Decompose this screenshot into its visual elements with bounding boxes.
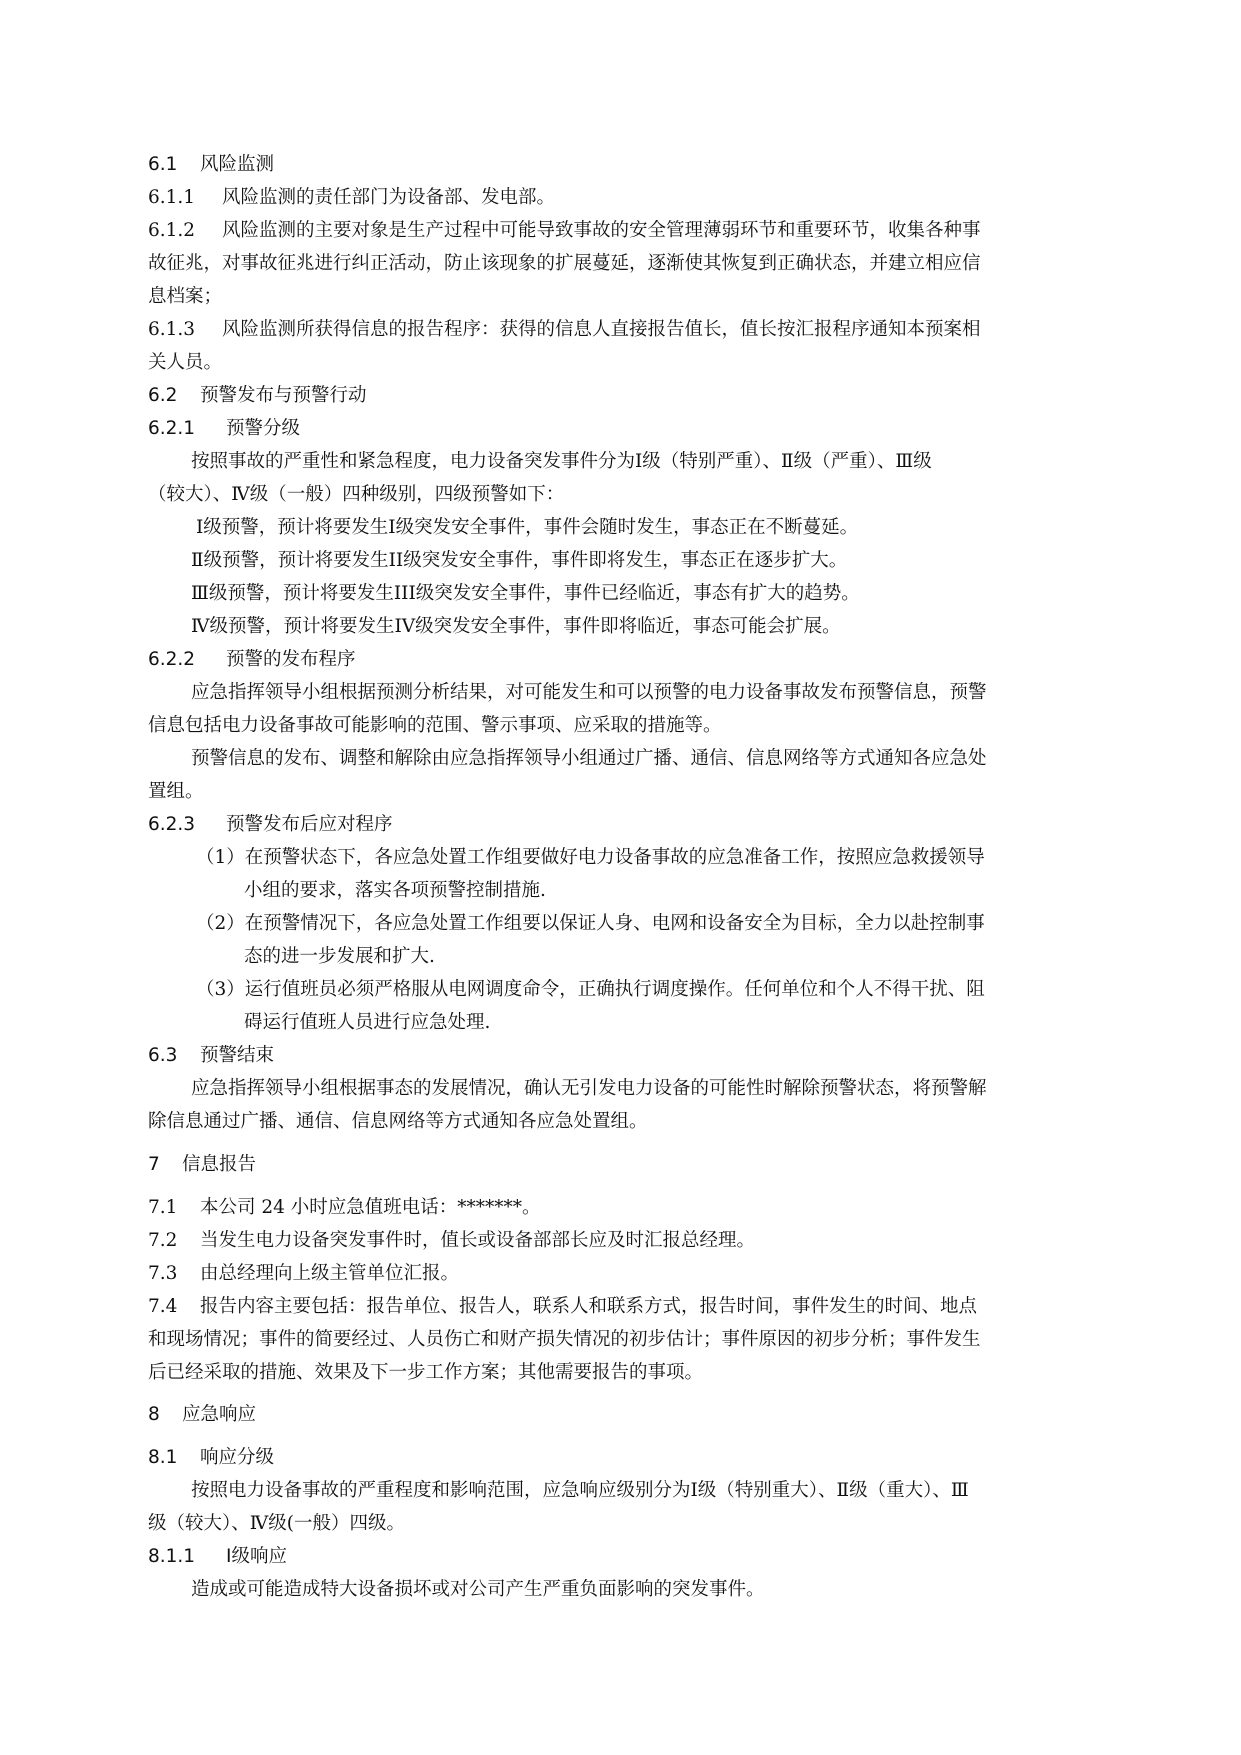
warning-level-3: Ⅲ级预警，预计将要发生III级突发安全事件，事件已经临近，事态有扩大的趋势。 (191, 583, 860, 604)
clause-7-3 (148, 1257, 459, 1290)
heading-6-2 (148, 379, 367, 412)
text-line: 按照事故的严重性和紧急程度，电力设备突发事件分为Ⅰ级（特别严重）、Ⅱ级（严重）、Ⅲ级 (191, 451, 932, 472)
text-line: （较大）、Ⅳ级（一般）四种级别，四级预警如下： (148, 484, 565, 505)
heading-6-2-2 (148, 643, 356, 676)
section-number: 7 (148, 1154, 160, 1175)
section-number: 7.3 (148, 1263, 178, 1284)
text-line: 态的进一步发展和扩大. (244, 946, 435, 967)
heading-8-1-1 (148, 1540, 287, 1573)
text-line: 小组的要求，落实各项预警控制措施. (244, 880, 546, 901)
section-number: 6.1 (148, 154, 178, 175)
clause-text: 风险监测的主要对象是生产过程中可能导致事故的安全管理薄弱环节和重要环节，收集各种事 (222, 220, 981, 241)
clause-7-4 (148, 1290, 977, 1323)
text-line: 和现场情况；事件的简要经过、人员伤亡和财产损失情况的初步估计；事件原因的初步分析；事件发生 (148, 1329, 981, 1350)
section-number: 8.1.1 (148, 1546, 196, 1567)
heading-text: 信息报告 (182, 1154, 257, 1175)
text-line: 按照电力设备事故的严重程度和影响范围，应急响应级别分为Ⅰ级（特别重大）、Ⅱ级（重大）、Ⅲ (191, 1480, 969, 1501)
section-number: 8.1 (148, 1447, 178, 1468)
heading-text: 应急响应 (182, 1404, 257, 1425)
section-number: 7.2 (148, 1230, 178, 1251)
clause-7-1 (148, 1191, 541, 1224)
heading-text: 响应分级 (200, 1447, 275, 1468)
section-number: 6.2.3 (148, 814, 196, 835)
clause-6-1-2 (148, 214, 981, 247)
section-number: 6.2.2 (148, 649, 196, 670)
heading-6-3 (148, 1039, 274, 1072)
text-line: 置组。 (148, 781, 204, 802)
heading-text: 预警分级 (226, 418, 301, 439)
warning-level-1: Ⅰ级预警，预计将要发生I级突发安全事件，事件会随时发生，事态正在不断蔓延。 (196, 517, 859, 538)
heading-6-2-1 (148, 412, 300, 445)
section-number: 6.2.1 (148, 418, 196, 439)
section-number: 8 (148, 1404, 160, 1425)
clause-7-2 (148, 1224, 755, 1257)
clause-text: 当发生电力设备突发事件时，值长或设备部部长应及时汇报总经理。 (200, 1230, 756, 1251)
clause-6-1-1 (148, 181, 555, 214)
text-line: 除信息通过广播、通信、信息网络等方式通知各应急处置组。 (148, 1111, 648, 1132)
section-number: 7.1 (148, 1197, 178, 1218)
clause-text: 本公司 24 小时应急值班电话：*******。 (200, 1197, 541, 1218)
list-item-3: （3）运行值班员必须严格服从电网调度命令，正确执行调度操作。任何单位和个人不得干扰、阻 (196, 979, 985, 1000)
heading-text: 风险监测 (200, 154, 275, 175)
heading-text: Ⅰ级响应 (226, 1546, 287, 1567)
heading-text: 预警发布后应对程序 (226, 814, 393, 835)
text-line: 应急指挥领导小组根据事态的发展情况，确认无引发电力设备的可能性时解除预警状态，将预警解 (191, 1078, 987, 1099)
clause-text: 风险监测的责任部门为设备部、发电部。 (222, 187, 556, 208)
clause-text: 由总经理向上级主管单位汇报。 (200, 1263, 460, 1284)
text-line: 后已经采取的措施、效果及下一步工作方案；其他需要报告的事项。 (148, 1362, 704, 1383)
text-line: 信息包括电力设备事故可能影响的范围、警示事项、应采取的措施等。 (148, 715, 722, 736)
heading-6-1 (148, 148, 274, 181)
section-number: 6.1.3 (148, 319, 196, 340)
text-line: 故征兆，对事故征兆进行纠正活动，防止该现象的扩展蔓延，逐渐使其恢复到正确状态，并建立相应信 (148, 253, 981, 274)
clause-text: 风险监测所获得信息的报告程序：获得的信息人直接报告值长，值长按汇报程序通知本预案相 (222, 319, 981, 340)
warning-level-2: Ⅱ级预警，预计将要发生II级突发安全事件，事件即将发生，事态正在逐步扩大。 (191, 550, 848, 571)
heading-8-1 (148, 1441, 274, 1474)
heading-6-2-3 (148, 808, 393, 841)
text-line: 预警信息的发布、调整和解除由应急指挥领导小组通过广播、通信、信息网络等方式通知各应急处 (191, 748, 987, 769)
heading-text: 预警发布与预警行动 (200, 385, 367, 406)
text-line: 级（较大）、Ⅳ级(一般）四级。 (148, 1513, 405, 1534)
section-number: 6.1.2 (148, 220, 196, 241)
clause-6-1-3 (148, 313, 981, 346)
heading-7 (148, 1148, 256, 1181)
text-line: 造成或可能造成特大设备损坏或对公司产生严重负面影响的突发事件。 (191, 1579, 765, 1600)
section-number: 6.3 (148, 1045, 178, 1066)
text-line: 应急指挥领导小组根据预测分析结果，对可能发生和可以预警的电力设备事故发布预警信息，预警 (191, 682, 987, 703)
warning-level-4: Ⅳ级预警，预计将要发生IV级突发安全事件，事件即将临近，事态可能会扩展。 (191, 616, 841, 637)
heading-8 (148, 1398, 256, 1431)
list-item-2: （2）在预警情况下，各应急处置工作组要以保证人身、电网和设备安全为目标，全力以赴控制事 (196, 913, 985, 934)
text-line: 碍运行值班人员进行应急处理. (244, 1012, 491, 1033)
heading-text: 预警结束 (200, 1045, 275, 1066)
section-number: 6.2 (148, 385, 178, 406)
list-item-1: （1）在预警状态下，各应急处置工作组要做好电力设备事故的应急准备工作，按照应急救援领导 (196, 847, 985, 868)
text-line: 息档案； (148, 286, 223, 307)
section-number: 7.4 (148, 1296, 178, 1317)
heading-text: 预警的发布程序 (226, 649, 356, 670)
text-line: 关人员。 (148, 352, 223, 373)
clause-text: 报告内容主要包括：报告单位、报告人，联系人和联系方式，报告时间，事件发生的时间、地点 (200, 1296, 978, 1317)
section-number: 6.1.1 (148, 187, 196, 208)
